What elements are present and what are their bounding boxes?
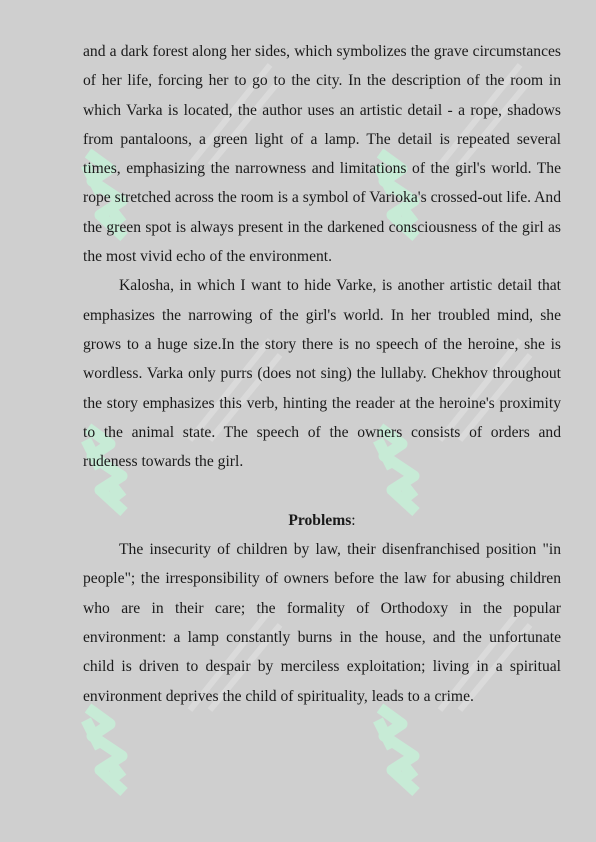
s-logo-watermark-icon	[370, 700, 430, 800]
s-logo-watermark-icon	[78, 700, 138, 800]
heading-colon: :	[351, 511, 356, 529]
section-heading	[83, 506, 561, 535]
heading-text: Problems	[288, 511, 352, 529]
blank-line	[83, 476, 561, 505]
paragraph-1: and a dark forest along her sides, which symbolizes the grave circumstances of her life, forcing her to go to the city. In the description of the room in which Varka is located, the author uses an artistic detail - a rope, shadows from pantaloons, a green light of a lamp. The detail is repeated several times, emphasizing the narrowness and limitations of the girl's world. The rope stretched across the room is a symbol of Varioka's crossed-out life. And the green spot is always present in the darkened consciousness of the girl as the most vivid echo of the environment.	[83, 43, 561, 266]
paragraph-3: The insecurity of children by law, their disenfranchised position "in people"; the irresponsibility of owners before the law for abusing children who are in their care; the formality of Orthodoxy in the popular environment: a lamp constantly burns in the house, and the unfortunate child is driven to despair by merciless exploitation; living in a spiritual environment deprives the child of spirituality, leads to a crime.	[83, 541, 561, 705]
document-body	[83, 37, 561, 711]
paragraph-2: Kalosha, in which I want to hide Varke, is another artistic detail that emphasizes the narrowing of the girl's world. In her troubled mind, she grows to a huge size.In the story there is no speech of the heroine, she is wordless. Varka only purrs (does not sing) the lullaby. Chekhov throughout the story emphasizes this verb, hinting the reader at the heroine's proximity to the animal state. The speech of the owners consists of orders and rudeness towards the girl.	[83, 277, 561, 471]
